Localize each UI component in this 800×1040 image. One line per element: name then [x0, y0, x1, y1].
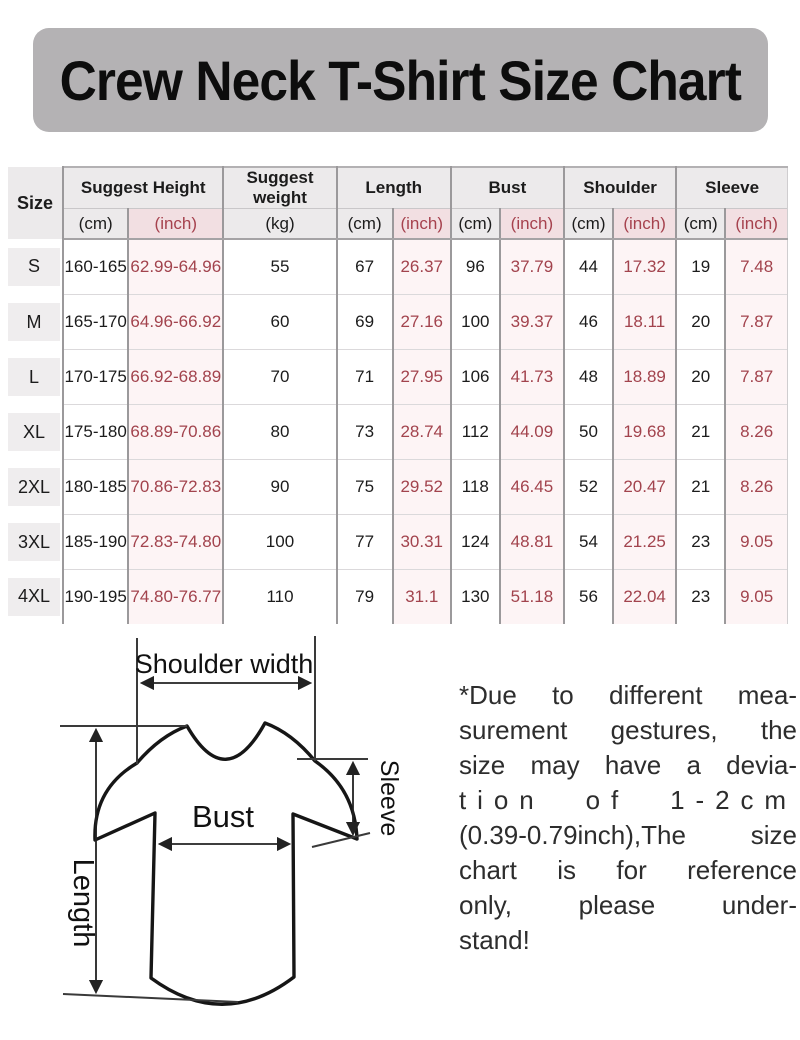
sleeve-inch-cell: 7.87 — [725, 350, 787, 405]
shoulder-cm-cell: 48 — [564, 350, 613, 405]
unit-height-cm: (cm) — [63, 209, 128, 240]
sleeve-cm-cell: 20 — [676, 350, 725, 405]
bust-cm-cell: 106 — [451, 350, 500, 405]
length-bottom-tick — [63, 994, 238, 1002]
bust-inch-cell: 51.18 — [500, 570, 564, 625]
unit-length-inch: (inch) — [393, 209, 451, 240]
length-inch-cell: 28.74 — [393, 405, 451, 460]
note-line: size may have a devia- — [459, 750, 797, 780]
unit-sleeve-inch: (inch) — [725, 209, 787, 240]
page-title: Crew Neck T-Shirt Size Chart — [59, 48, 742, 112]
note-line: *Due to different mea- — [459, 680, 797, 710]
length-inch-cell: 27.95 — [393, 350, 451, 405]
shoulder-width-label: Shoulder width — [134, 649, 314, 679]
tshirt-outline — [95, 723, 357, 1004]
shoulder-cm-cell: 46 — [564, 295, 613, 350]
sleeve-cm-cell: 21 — [676, 460, 725, 515]
note-line: stand! — [459, 925, 530, 955]
sleeve-label: Sleeve — [375, 759, 403, 837]
size-label: L — [8, 350, 63, 405]
note-line: surement gestures, the — [459, 715, 797, 745]
shoulder-inch-cell: 17.32 — [613, 239, 676, 295]
shoulder-inch-cell: 20.47 — [613, 460, 676, 515]
bust-inch-cell: 37.79 — [500, 239, 564, 295]
header-suggest-height: Suggest Height — [63, 167, 223, 209]
size-chart-table — [8, 166, 788, 624]
table-row — [8, 295, 788, 350]
height-inch-cell: 72.83-74.80 — [128, 515, 223, 570]
length-inch-cell: 27.16 — [393, 295, 451, 350]
length-inch-cell: 29.52 — [393, 460, 451, 515]
shoulder-cm-cell: 50 — [564, 405, 613, 460]
unit-weight-kg: (kg) — [223, 209, 336, 240]
weight-kg-cell: 80 — [223, 405, 336, 460]
height-cm-cell: 190-195 — [63, 570, 128, 625]
length-cm-cell: 69 — [337, 295, 393, 350]
bust-cm-cell: 96 — [451, 239, 500, 295]
size-label: XL — [8, 405, 63, 460]
header-size: Size — [8, 167, 63, 239]
height-cm-cell: 180-185 — [63, 460, 128, 515]
table-row — [8, 515, 788, 570]
note-line: chart is for reference — [459, 855, 797, 885]
bust-cm-cell: 118 — [451, 460, 500, 515]
deviation-note — [459, 678, 797, 958]
length-inch-cell: 31.1 — [393, 570, 451, 625]
header-shoulder: Shoulder — [564, 167, 676, 209]
bust-cm-cell: 100 — [451, 295, 500, 350]
unit-height-inch: (inch) — [128, 209, 223, 240]
sleeve-cm-cell: 21 — [676, 405, 725, 460]
sleeve-inch-cell: 8.26 — [725, 405, 787, 460]
weight-kg-cell: 70 — [223, 350, 336, 405]
weight-kg-cell: 110 — [223, 570, 336, 625]
height-cm-cell: 185-190 — [63, 515, 128, 570]
size-label: M — [8, 295, 63, 350]
length-inch-cell: 30.31 — [393, 515, 451, 570]
length-cm-cell: 71 — [337, 350, 393, 405]
note-line: (0.39-0.79inch),The size — [459, 820, 797, 850]
size-label: S — [8, 239, 63, 295]
height-inch-cell: 70.86-72.83 — [128, 460, 223, 515]
height-cm-cell: 170-175 — [63, 350, 128, 405]
shoulder-inch-cell: 21.25 — [613, 515, 676, 570]
length-cm-cell: 77 — [337, 515, 393, 570]
size-label: 4XL — [8, 570, 63, 625]
height-cm-cell: 175-180 — [63, 405, 128, 460]
unit-bust-inch: (inch) — [500, 209, 564, 240]
table-row — [8, 239, 788, 295]
unit-length-cm: (cm) — [337, 209, 393, 240]
bust-inch-cell: 46.45 — [500, 460, 564, 515]
shoulder-inch-cell: 19.68 — [613, 405, 676, 460]
sleeve-bottom-tick — [312, 833, 370, 847]
bust-cm-cell: 124 — [451, 515, 500, 570]
note-line: tion of 1-2cm — [459, 785, 797, 815]
length-cm-cell: 79 — [337, 570, 393, 625]
sleeve-cm-cell: 20 — [676, 295, 725, 350]
title-banner — [33, 28, 768, 132]
tshirt-measurement-diagram — [10, 626, 450, 1040]
table-row — [8, 460, 788, 515]
length-cm-cell: 75 — [337, 460, 393, 515]
sleeve-cm-cell: 23 — [676, 570, 725, 625]
shoulder-cm-cell: 52 — [564, 460, 613, 515]
sleeve-inch-cell: 7.48 — [725, 239, 787, 295]
shoulder-cm-cell: 44 — [564, 239, 613, 295]
note-line: only, please under- — [459, 890, 797, 920]
size-label: 3XL — [8, 515, 63, 570]
length-inch-cell: 26.37 — [393, 239, 451, 295]
bust-cm-cell: 112 — [451, 405, 500, 460]
height-cm-cell: 165-170 — [63, 295, 128, 350]
bust-inch-cell: 44.09 — [500, 405, 564, 460]
shoulder-inch-cell: 22.04 — [613, 570, 676, 625]
shoulder-inch-cell: 18.11 — [613, 295, 676, 350]
height-inch-cell: 62.99-64.96 — [128, 239, 223, 295]
bust-label: Bust — [191, 799, 255, 834]
height-inch-cell: 64.96-66.92 — [128, 295, 223, 350]
height-cm-cell: 160-165 — [63, 239, 128, 295]
weight-kg-cell: 60 — [223, 295, 336, 350]
height-inch-cell: 74.80-76.77 — [128, 570, 223, 625]
sleeve-inch-cell: 8.26 — [725, 460, 787, 515]
size-label: 2XL — [8, 460, 63, 515]
unit-sleeve-cm: (cm) — [676, 209, 725, 240]
shoulder-cm-cell: 56 — [564, 570, 613, 625]
bust-inch-cell: 39.37 — [500, 295, 564, 350]
shoulder-inch-cell: 18.89 — [613, 350, 676, 405]
table-row — [8, 405, 788, 460]
length-cm-cell: 67 — [337, 239, 393, 295]
weight-kg-cell: 90 — [223, 460, 336, 515]
header-sleeve: Sleeve — [676, 167, 787, 209]
length-label: Length — [67, 858, 99, 948]
bust-inch-cell: 48.81 — [500, 515, 564, 570]
sleeve-inch-cell: 9.05 — [725, 570, 787, 625]
header-length: Length — [337, 167, 451, 209]
shoulder-cm-cell: 54 — [564, 515, 613, 570]
sleeve-inch-cell: 9.05 — [725, 515, 787, 570]
unit-bust-cm: (cm) — [451, 209, 500, 240]
length-cm-cell: 73 — [337, 405, 393, 460]
weight-kg-cell: 100 — [223, 515, 336, 570]
table-row — [8, 350, 788, 405]
unit-shoulder-cm: (cm) — [564, 209, 613, 240]
unit-shoulder-inch: (inch) — [613, 209, 676, 240]
table-row — [8, 570, 788, 625]
sleeve-cm-cell: 23 — [676, 515, 725, 570]
header-suggest-weight: Suggest weight — [223, 167, 336, 209]
weight-kg-cell: 55 — [223, 239, 336, 295]
header-bust: Bust — [451, 167, 564, 209]
height-inch-cell: 68.89-70.86 — [128, 405, 223, 460]
sleeve-cm-cell: 19 — [676, 239, 725, 295]
height-inch-cell: 66.92-68.89 — [128, 350, 223, 405]
sleeve-inch-cell: 7.87 — [725, 295, 787, 350]
bust-inch-cell: 41.73 — [500, 350, 564, 405]
bust-cm-cell: 130 — [451, 570, 500, 625]
